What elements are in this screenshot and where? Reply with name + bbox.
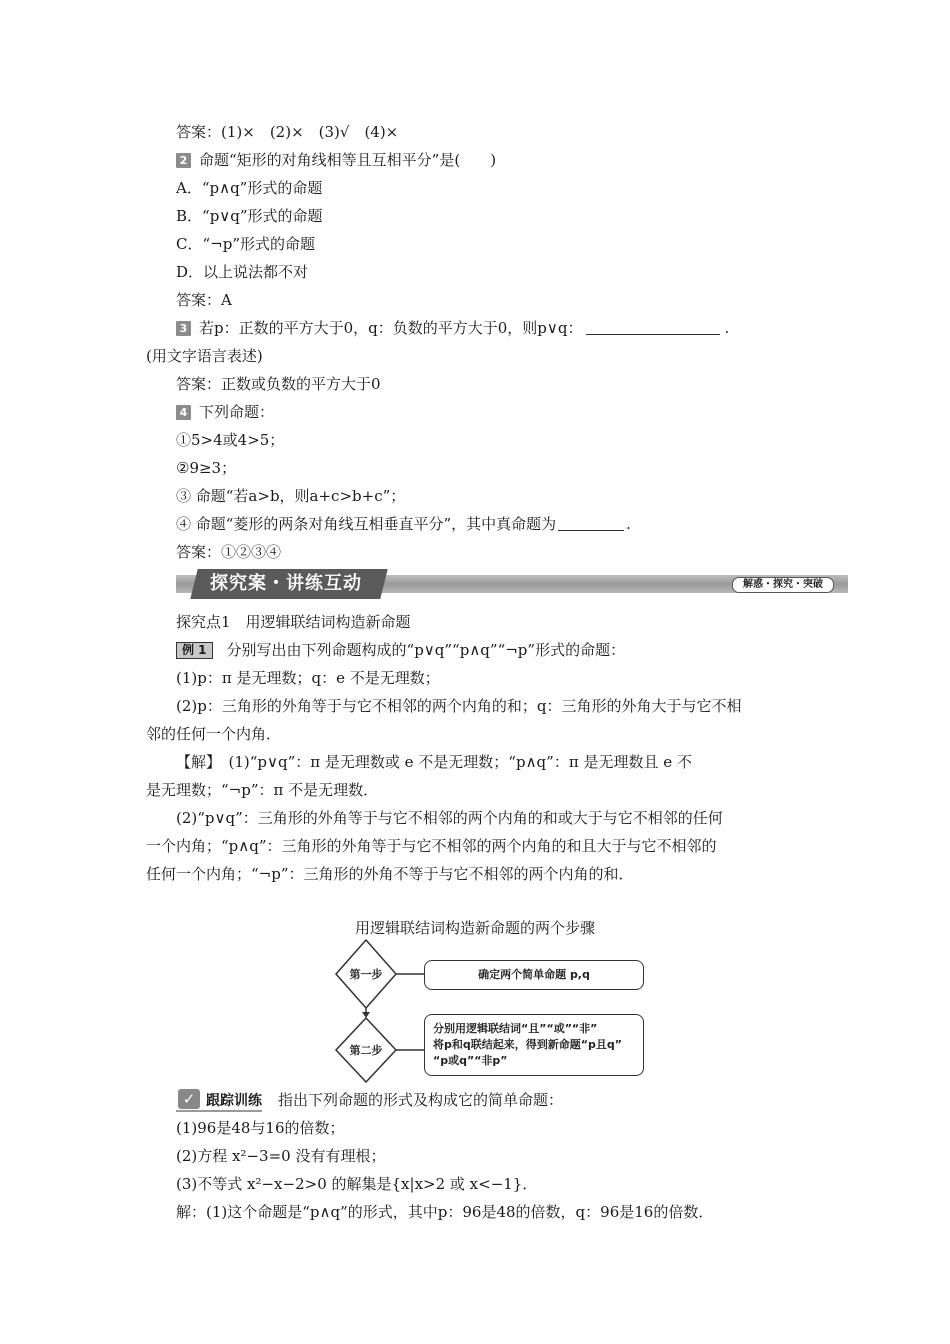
example-1-text: 分别写出由下列命题构成的“p∨q”“p∧q”“¬p”形式的命题： (226, 641, 626, 659)
answer-line-4: 答案：①②③④ (176, 543, 282, 561)
step2-box (424, 1014, 644, 1076)
option-c: C．“¬p”形式的命题 (176, 235, 315, 253)
solution-1-line-2: 是无理数；“¬p”：π 不是无理数． (146, 781, 379, 799)
solution-2-line-3: 任何一个内角；“¬p”：三角形的外角不等于与它不相邻的两个内角的和． (146, 865, 634, 883)
solution-2-line-2: 一个内角；“p∧q”：三角形的外角等于与它不相邻的两个内角的和且大于与它不相邻的 (146, 837, 717, 855)
option-a: A．“p∧q”形式的命题 (176, 179, 323, 197)
question-4-stem (176, 402, 274, 422)
q4-item-3: ③ 命题“若a>b，则a+c>b+c”； (176, 487, 406, 505)
tracking-stem (176, 1090, 563, 1112)
question-2-stem (176, 150, 496, 170)
tracking-text: 指出下列命题的形式及构成它的简单命题： (278, 1091, 564, 1109)
q4-item-2: ②9≥3； (176, 459, 237, 477)
banner-tag: 解惑・探究・突破 (732, 577, 834, 593)
step2-line-3: “p或q”“非p” (433, 1054, 508, 1067)
question-2-text: 命题“矩形的对角线相等且互相平分”是( ) (199, 151, 497, 169)
question-number-badge: 4 (176, 405, 191, 420)
flow-title: 用逻辑联结词构造新命题的两个步骤 (354, 919, 595, 937)
tracking-badge-text: 跟踪训练 (206, 1093, 262, 1109)
example-1-stem (176, 640, 625, 660)
question-3-continuation: (用文字语言表述) (146, 347, 263, 365)
tracking-badge (176, 1092, 262, 1112)
q4-item-1: ①5>4或4>5； (176, 431, 285, 449)
banner-title (190, 569, 387, 599)
q4-item-4-text: ④ 命题“菱形的两条对角线互相垂直平分”，其中真命题为 (176, 515, 557, 533)
solution-1-line-1: 【解】 (1)“p∨q”：π 是无理数或 e 不是无理数；“p∧q”：π 是无理数且 e 不 (176, 753, 692, 771)
step1-label: 第一步 (349, 968, 383, 981)
option-d: D．以上说法都不对 (176, 263, 309, 281)
answer-line-1: 答案：(1)× (2)× (3)√ (4)× (176, 123, 399, 141)
period: . (626, 515, 631, 533)
tracking-item-2: (2)方程 x²−3=0 没有有理根； (176, 1147, 386, 1165)
example-1-item-1: (1)p：π 是无理数；q：e 不是无理数； (176, 669, 440, 687)
section-banner (176, 569, 848, 599)
step2-label: 第二步 (349, 1044, 383, 1057)
banner-title-text: 探究案・讲练互动 (210, 573, 362, 594)
answer-blank[interactable] (586, 318, 720, 335)
step2-line-2: 将p和q联结起来，得到新命题“p且q” (433, 1038, 622, 1051)
answer-line-2: 答案：A (176, 291, 232, 309)
example-badge: 例 1 (176, 642, 213, 659)
tracking-item-3: (3)不等式 x²−x−2>0 的解集是{x|x>2 或 x<−1}． (176, 1175, 538, 1193)
question-3-stem (176, 318, 729, 338)
question-4-text: 下列命题： (199, 403, 275, 421)
question-number-badge: 2 (176, 153, 191, 168)
question-3-text: 若p：正数的平方大于0，q：负数的平方大于0，则p∨q： (199, 319, 583, 337)
example-1-item-2-cont: 邻的任何一个内角． (146, 725, 282, 743)
answer-line-3: 答案：正数或负数的平方大于0 (176, 375, 381, 393)
example-1-item-2: (2)p：三角形的外角等于与它不相邻的两个内角的和；q：三角形的外角大于与它不相 (176, 697, 742, 715)
q4-item-4 (176, 514, 631, 534)
check-icon: ✓ (178, 1089, 200, 1109)
option-b: B．“p∨q”形式的命题 (176, 207, 323, 225)
step1-box: 确定两个简单命题 p,q (424, 960, 644, 990)
tracking-item-1: (1)96是48与16的倍数； (176, 1119, 345, 1137)
period: . (724, 319, 730, 337)
tracking-solution: 解：(1)这个命题是“p∧q”的形式，其中p：96是48的倍数，q：96是16的倍数． (176, 1203, 714, 1221)
answer-blank[interactable] (558, 514, 624, 531)
solution-2-line-1: (2)“p∨q”：三角形的外角等于与它不相邻的两个内角的和或大于与它不相邻的任何 (176, 809, 723, 827)
step2-line-1: 分别用逻辑联结词“且”“或”“非” (433, 1022, 598, 1035)
question-number-badge: 3 (176, 321, 191, 336)
explore-point-title: 探究点1 用逻辑联结词构造新命题 (176, 613, 411, 631)
